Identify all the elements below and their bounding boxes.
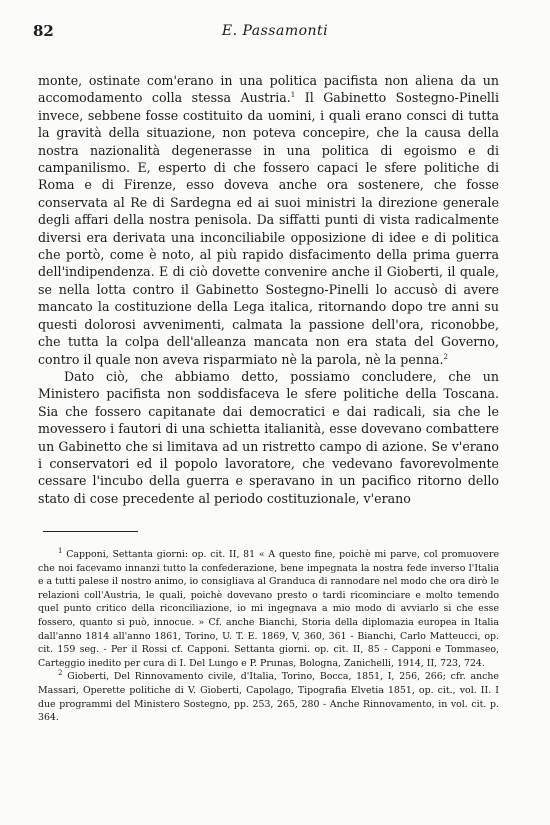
main-text bbox=[38, 72, 499, 507]
footnote-2-mark: 2 bbox=[58, 669, 63, 678]
footnote-separator bbox=[43, 531, 138, 532]
page-number: 82 bbox=[33, 22, 54, 40]
body-paragraph-1 bbox=[38, 72, 499, 368]
body-paragraph-2: Dato ciò, che abbiamo detto, possiamo concludere, che un Ministero pacifista non soddisfaceva le sfere politiche della Toscana. Sia che fossero capitanate dai democratici e dai radicali, sia che le movessero i fautori di una schietta italianità, esse dovevano combattere un Gabinetto che si limitava ad un ristretto campo di azione. Se v'erano i conservatori ed il popolo lavoratore, che vedevano favorevolmente cessare l'incubo della guerra e speravano in un pacifico ritorno dello stato di cose precedente al periodo costituzionale, v'erano bbox=[38, 368, 499, 506]
footnote-2 bbox=[38, 670, 499, 724]
footnote-1-text: Capponi, Settanta giorni: op. cit. II, 81 « A questo fine, poichè mi parve, col promuovere che noi facevamo innanzi tutto la confederazione, bene impegnata la nostra fede inverso l'Italia e a tutti palese il nostro animo, io consigliava al Granduca di rannodare nel modo che ora dirò le relazioni coll'Austria, le quali, poichè dovevano presto o tardi ricominciare e molto temendo quel punto critico della riconciliazione, io mi ingegnava a mio modo di avviarlo si che esse fossero, quanto si può, innocue. » Cf. anche Bianchi, Storia della diplomazia europea in Italia dall'anno 1814 all'anno 1861, Torino, U. T. E. 1869, V, 360, 361 - Bianchi, Carlo Matteucci, op. cit. 159 seg. - Per il Rossi cf. Capponi. Settanta giorni. op. cit. II, 85 - Capponi e Tommaseo, Carteggio inedito per cura di I. Del Lungo e P. Prunas, Bologna, Zanichelli, 1914, II, 723, 724. bbox=[38, 549, 499, 669]
footnote-ref-1: 1 bbox=[290, 91, 296, 100]
running-title: E. Passamonti bbox=[221, 23, 329, 39]
footnote-1-mark: 1 bbox=[58, 546, 63, 555]
footnote-2-text: Gioberti, Del Rinnovamento civile, d'Italia, Torino, Bocca, 1851, I, 256, 266; cfr. anche Massari, Operette politiche di V. Gioberti, Capolago, Tipografia Elvetia 1851, op. cit., vol. II. I due programmi del Ministero Sostegno, pp. 253, 265, 280 - Anche Rinnovamento, in vol. cit. p. 364. bbox=[38, 671, 499, 724]
footnote-ref-2: 2 bbox=[443, 352, 449, 361]
paragraph-1-continuation: Il Gabinetto Sostegno-Pinelli invece, sebbene fosse costituito da uomini, i quali erano consci di tutta la gravità della situazione, non poteva concepire, che la causa della nostra nazionalità degenerasse in una politica di egoismo e di campanilismo. E, esperto di che fossero capaci le sfere politiche di Roma e di Firenze, esso doveva anche ora sostenere, che fosse conservata al Re di Sardegna ed ai suoi ministri la direzione generale degli affari della nostra penisola. Da siffatti punti di vista radicalmente diversi era derivata una inconciliabile opposizione di idee e di politica che portò, come è noto, al più rapido disfacimento della prima guerra dell'indipendenza. E di ciò dovette convenire anche il Gioberti, il quale, se nella lotta contro il Gabinetto Sostegno-Pinelli lo accusò di avere mancato la costituzione della Lega italica, ritornando dopo tre anni su questi dolorosi avvenimenti, calmata la passione dell'ora, riconobbe, che tutta la colpa dell'alleanza mancata non era stata del Governo, contro il quale non aveva risparmiato nè la parola, nè la penna. bbox=[38, 90, 499, 367]
page-header bbox=[33, 22, 517, 44]
footnote-1 bbox=[38, 548, 499, 670]
footnotes bbox=[38, 548, 499, 725]
paragraph-1-text: monte, ostinate com'erano in una politica pacifista non aliena da un accomodamento colla stessa Austria. bbox=[38, 73, 499, 106]
